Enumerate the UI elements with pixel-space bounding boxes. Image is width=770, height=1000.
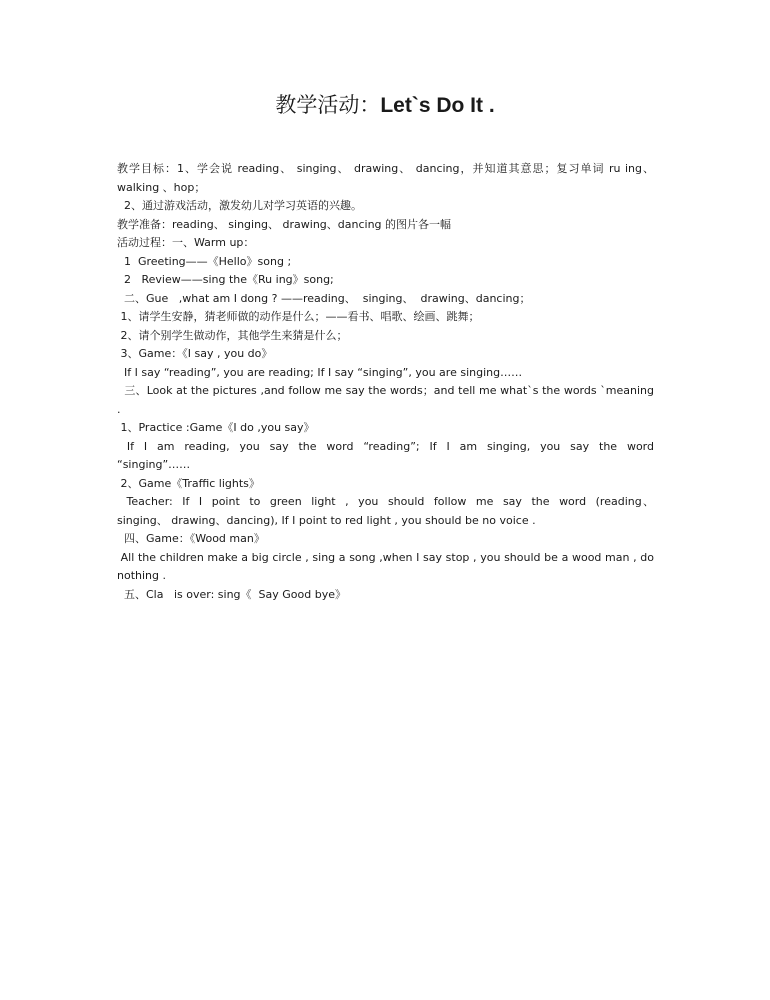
paragraph-review: 2 Review——sing the《Ru ing》song;	[117, 273, 334, 286]
title-english: Let`s Do It .	[380, 94, 495, 117]
paragraph-preparation: 教学准备：reading、 singing、 drawing、dancing 的图片各一幅	[117, 217, 452, 231]
paragraph-section-5: 五、Cla is over: sing《 Say Good bye》	[117, 587, 346, 601]
paragraph-process: 活动过程：一、Warm up：	[117, 236, 255, 249]
paragraph-say-do: If I say “reading”, you are reading; If I say “singing”, you are singing……	[117, 365, 523, 379]
title-chinese: 教学活动：	[275, 93, 381, 117]
paragraph-greeting: 1 Greeting——《Hello》song ;	[117, 254, 292, 268]
paragraph-section-3: 三、Look at the pictures ,and follow me say the words；and tell me what`s the words `meaning .	[117, 384, 658, 416]
paragraph-objectives: 教学目标：1、学会说 reading、 singing、 drawing、 dancing，并知道其意思；复习单词 ru ing、walking 、hop；	[117, 162, 654, 194]
paragraph-practice: 1、Practice :Game《I do ,you say》	[117, 421, 315, 434]
paragraph-section-2: 二、Gue ,what am I dong ? ——reading、 singing、 drawing、dancing；	[117, 291, 531, 305]
paragraph-step-1: 1、请学生安静，猜老师做的动作是什么；——看书、唱歌、绘画、跳舞；	[117, 310, 480, 323]
paragraph-practice-detail: If I am reading, you say the word “reading”; If I am singing, you say the word “singing”……	[117, 439, 658, 471]
paragraph-traffic-lights: 2、Game《Traffic lights》	[117, 476, 260, 490]
document-body	[117, 160, 658, 604]
paragraph-step-3: 3、Game：《I say , you do》	[117, 347, 273, 360]
document-title	[0, 90, 770, 121]
paragraph-step-2: 2、请个别学生做动作，其他学生来猜是什么；	[117, 328, 348, 342]
paragraph-wood-man: All the children make a big circle , sing a song ,when I say stop , you should be a wood man , do nothing .	[117, 550, 658, 582]
paragraph-teacher: Teacher: If I point to green light , you should follow me say the word (reading、singing、 drawing、dancing), If I point to red light , you should be no voice .	[117, 495, 654, 527]
paragraph-objective-2: 2、通过游戏活动，激发幼儿对学习英语的兴趣。	[117, 199, 362, 212]
paragraph-section-4: 四、Game：《Wood man》	[117, 532, 265, 545]
